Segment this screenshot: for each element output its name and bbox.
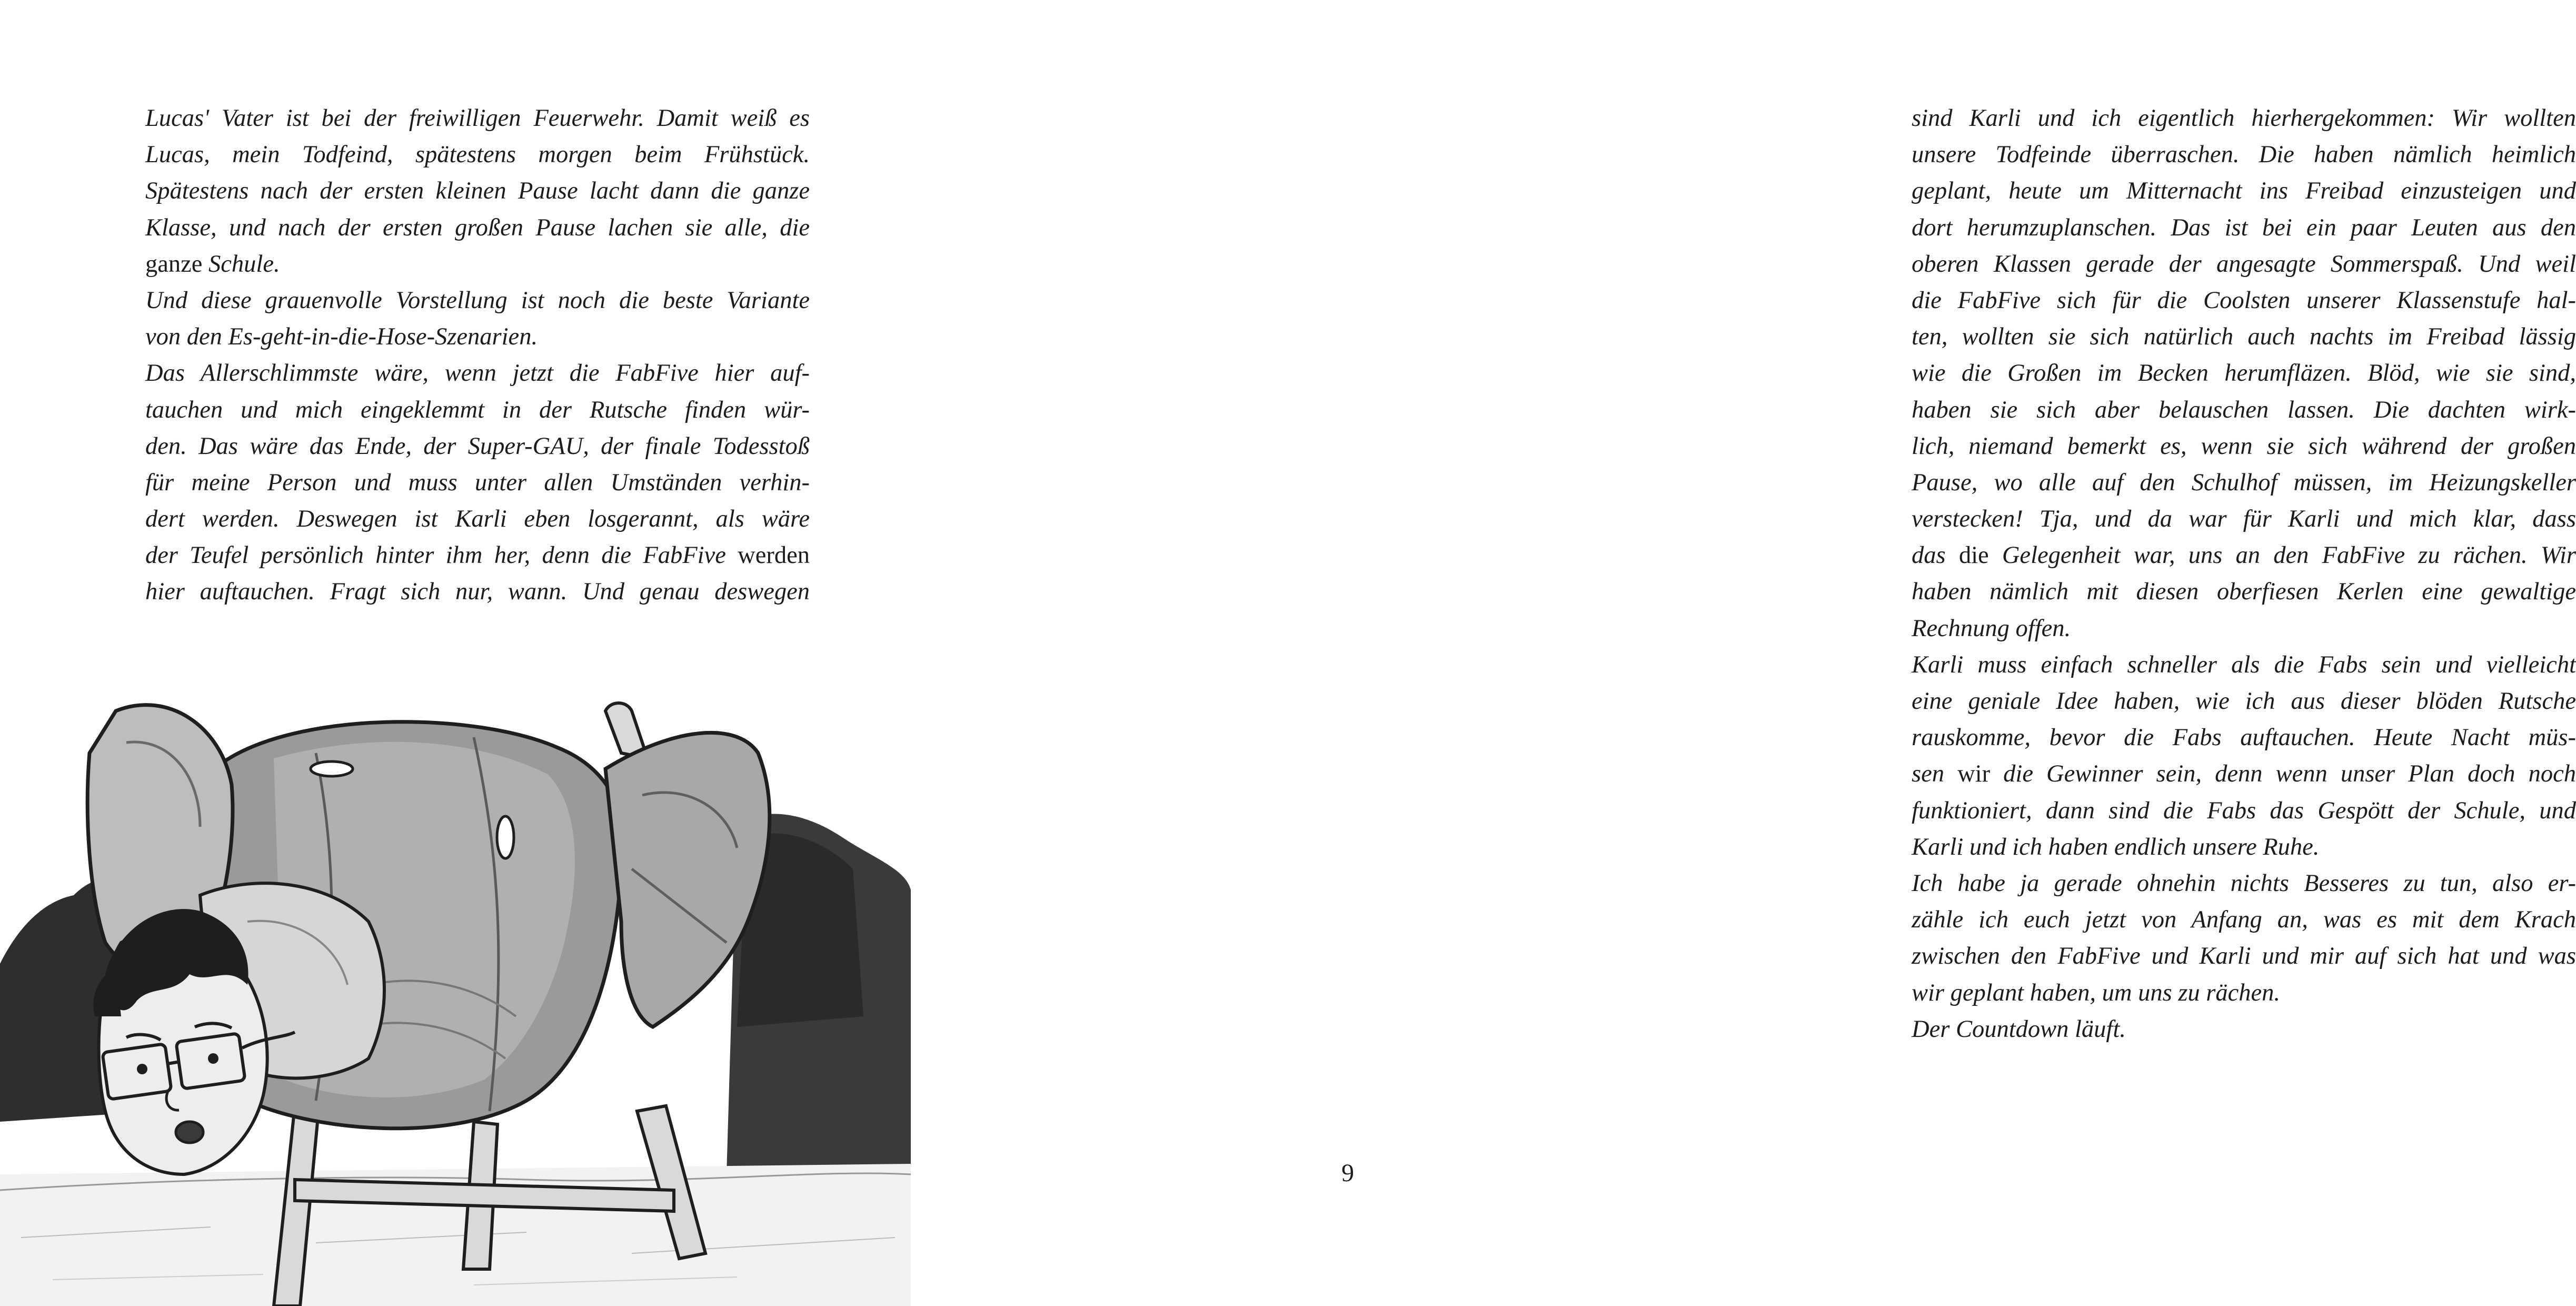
text-segment: unsere Todfeinde überraschen. Die haben nämlich heimlich bbox=[1912, 141, 2576, 169]
text-line bbox=[145, 136, 810, 173]
text-segment: haben nämlich mit diesen oberfiesen Kerlen eine gewaltige bbox=[1912, 578, 2576, 606]
text-line bbox=[145, 210, 810, 246]
text-line bbox=[1912, 136, 2576, 173]
text-line bbox=[145, 355, 810, 391]
text-segment: ten, wollten sie sich natürlich auch nachts im Freibad lässig bbox=[1912, 323, 2576, 351]
text-segment: Klasse, und nach der ersten großen Pause lachen sie alle, die bbox=[145, 214, 810, 241]
text-segment: Spätestens nach der ersten kleinen Pause lacht dann die ganze bbox=[145, 177, 810, 205]
text-segment: sind Karli und ich eigentlich hierhergekommen: Wir wollten bbox=[1912, 105, 2576, 132]
left-page bbox=[0, 0, 901, 1306]
text-line bbox=[1912, 355, 2576, 391]
text-segment: die FabFive sich für die Coolsten unserer Klassenstufe hal- bbox=[1912, 286, 2576, 314]
text-segment: Lucas, mein Todfeind, spätestens morgen beim Frühstück. bbox=[145, 141, 810, 169]
text-segment: Der Countdown läuft. bbox=[1912, 1015, 2126, 1043]
text-line bbox=[145, 319, 810, 355]
text-segment: sen bbox=[1912, 760, 1958, 788]
text-line bbox=[1912, 865, 2576, 902]
text-segment: dert werden. Deswegen ist Karli eben losgerannt, als wäre bbox=[145, 506, 810, 533]
text-line bbox=[1912, 829, 2576, 865]
text-line bbox=[1912, 573, 2576, 610]
text-segment: die bbox=[1958, 542, 2002, 569]
text-segment: eine geniale Idee haben, wie ich aus dieser blöden Rutsche bbox=[1912, 688, 2576, 715]
text-segment: Ich habe ja gerade ohnehin nichts Besseres zu tun, also er- bbox=[1912, 869, 2576, 897]
text-line bbox=[1912, 501, 2576, 537]
text-line bbox=[1912, 282, 2576, 319]
text-segment: oberen Klassen gerade der angesagte Sommerspaß. Und weil bbox=[1912, 250, 2576, 278]
text-segment: das bbox=[1912, 542, 1959, 569]
text-line bbox=[1912, 975, 2576, 1011]
text-line bbox=[145, 573, 810, 610]
text-line bbox=[1912, 428, 2576, 464]
text-line bbox=[1912, 610, 2576, 647]
text-segment: die Gewinner sein, denn wenn unser Plan doch noch bbox=[2003, 760, 2576, 788]
text-line bbox=[145, 464, 810, 501]
text-segment: Karli und ich haben endlich unsere Ruhe. bbox=[1912, 833, 2320, 860]
text-line bbox=[145, 282, 810, 319]
text-line bbox=[1912, 719, 2576, 756]
text-line bbox=[1912, 210, 2576, 246]
text-segment: tauchen und mich eingeklemmt in der Rutsche finden wür- bbox=[145, 396, 810, 423]
text-segment: geplant, heute um Mitternacht ins Freibad einzusteigen und bbox=[1912, 177, 2576, 205]
text-segment: Und diese grauenvolle Vorstellung ist noch die beste Variante bbox=[145, 286, 810, 314]
text-segment: ganze bbox=[145, 250, 209, 278]
text-segment: von den Es-geht-in-die-Hose-Szenarien. bbox=[145, 323, 538, 351]
text-line bbox=[1912, 647, 2576, 683]
text-line bbox=[145, 428, 810, 464]
text-line bbox=[145, 392, 810, 428]
text-line bbox=[145, 173, 810, 209]
text-line bbox=[1912, 100, 2576, 136]
text-segment: lich, niemand bemerkt es, wenn sie sich während der großen bbox=[1912, 432, 2576, 460]
text-line bbox=[1912, 246, 2576, 282]
left-page-text bbox=[145, 100, 810, 610]
text-line bbox=[1912, 537, 2576, 573]
text-segment: für meine Person und muss unter allen Umständen verhin- bbox=[145, 469, 810, 496]
text-line bbox=[1912, 683, 2576, 719]
text-segment: wir bbox=[1957, 760, 2004, 788]
text-segment: Karli muss einfach schneller als die Fabs sein und vielleicht bbox=[1912, 651, 2576, 678]
text-segment: der Teufel persönlich hinter ihm her, denn die FabFive bbox=[145, 542, 738, 569]
text-line bbox=[1912, 793, 2576, 829]
text-line bbox=[145, 246, 810, 282]
right-page bbox=[901, 0, 2576, 1306]
text-line bbox=[145, 501, 810, 537]
right-page-text bbox=[1912, 100, 2576, 1047]
text-segment: Schule. bbox=[208, 250, 280, 278]
text-segment: Das Allerschlimmste wäre, wenn jetzt die FabFive hier auf- bbox=[145, 360, 810, 387]
text-segment: wie die Großen im Becken herumfläzen. Blöd, wie sie sind, bbox=[1912, 360, 2576, 387]
text-segment: zwischen den FabFive und Karli und mir auf sich hat und was bbox=[1912, 943, 2576, 970]
text-line bbox=[1912, 938, 2576, 974]
boy-stuck-in-slide-illustration bbox=[0, 648, 911, 1306]
illustration-svg bbox=[0, 648, 911, 1306]
text-line bbox=[1912, 319, 2576, 355]
text-line bbox=[1912, 1011, 2576, 1047]
text-segment: den. Das wäre das Ende, der Super-GAU, der finale Todesstoß bbox=[145, 432, 810, 460]
text-segment: rauskomme, bevor die Fabs auftauchen. Heute Nacht müs- bbox=[1912, 724, 2576, 751]
page-number: 9 bbox=[1341, 1159, 1354, 1187]
text-segment: dort herumzuplanschen. Das ist bei ein paar Leuten aus den bbox=[1912, 214, 2576, 241]
text-line bbox=[145, 537, 810, 573]
text-line bbox=[1912, 756, 2576, 792]
text-line bbox=[1912, 464, 2576, 501]
text-segment: Rechnung offen. bbox=[1912, 615, 2071, 642]
text-segment: zähle ich euch jetzt von Anfang an, was es mit dem Krach bbox=[1912, 906, 2576, 934]
text-line bbox=[1912, 173, 2576, 209]
text-segment: verstecken! Tja, und da war für Karli und mich klar, dass bbox=[1912, 506, 2576, 533]
text-segment: funktioniert, dann sind die Fabs das Gespött der Schule, und bbox=[1912, 797, 2576, 824]
text-segment: Pause, wo alle auf den Schulhof müssen, im Heizungskeller bbox=[1912, 469, 2576, 496]
text-segment: wir geplant haben, um uns zu rächen. bbox=[1912, 979, 2281, 1006]
text-segment: werden bbox=[738, 542, 810, 569]
text-segment: Lucas' Vater ist bei der freiwilligen Feuerwehr. Damit weiß es bbox=[145, 105, 810, 132]
text-line bbox=[1912, 392, 2576, 428]
text-segment: Gelegenheit war, uns an den FabFive zu rächen. Wir bbox=[2002, 542, 2576, 569]
text-segment: hier auftauchen. Fragt sich nur, wann. Und genau deswegen bbox=[145, 578, 810, 606]
text-line bbox=[145, 100, 810, 136]
text-segment: haben sie sich aber belauschen lassen. Die dachten wirk- bbox=[1912, 396, 2576, 423]
text-line bbox=[1912, 902, 2576, 938]
